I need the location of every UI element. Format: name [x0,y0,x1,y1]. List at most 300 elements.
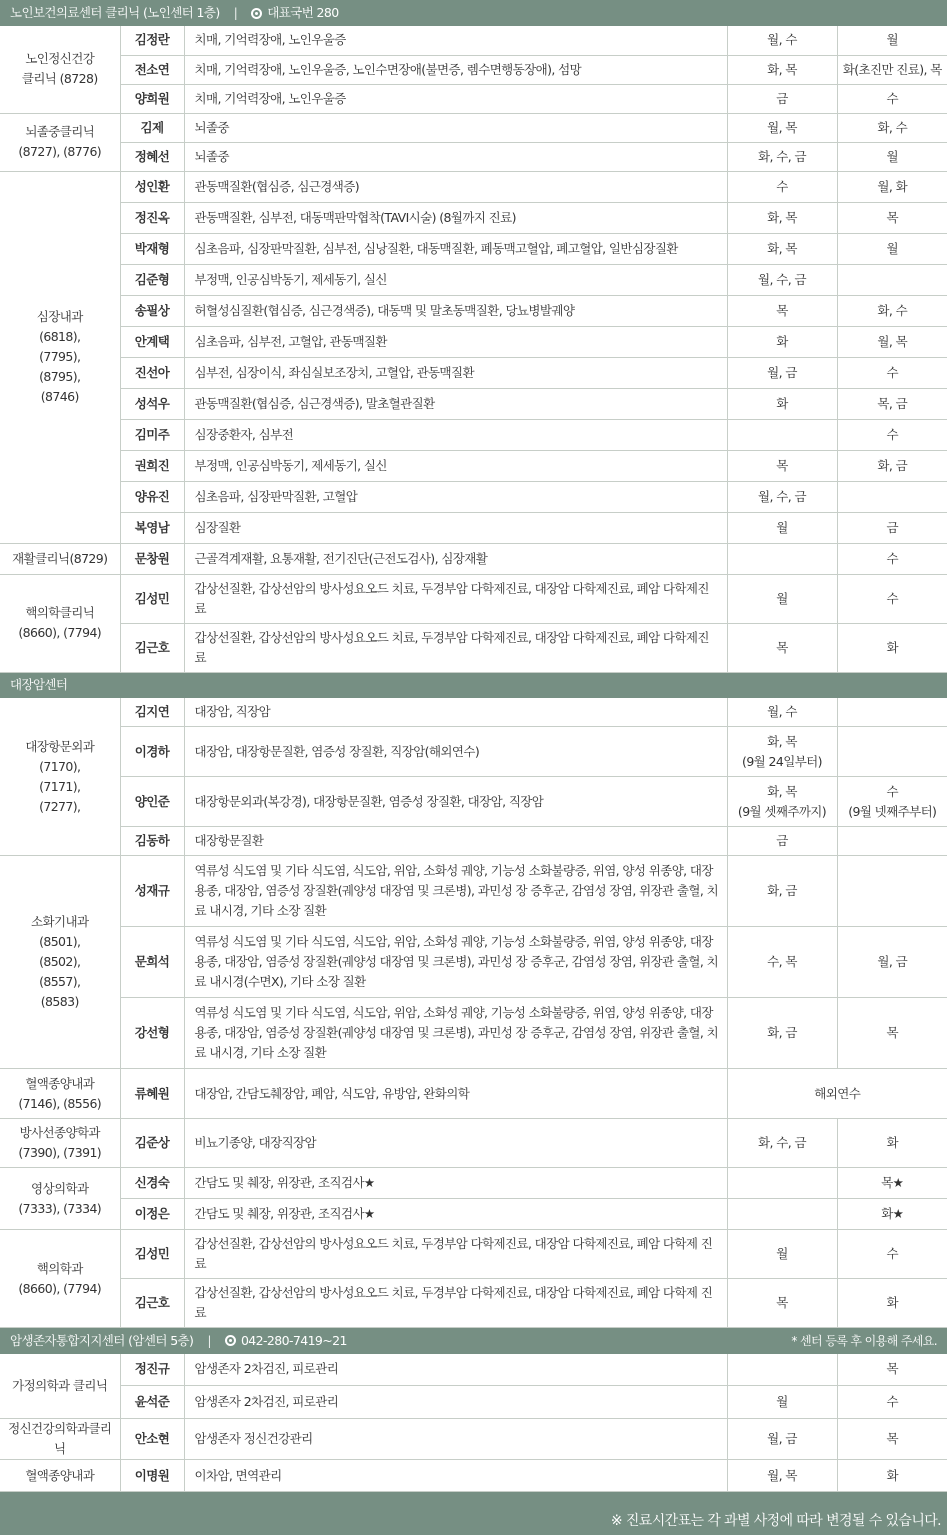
doctor-name: 이명원 [120,1460,184,1492]
doctor-row [0,481,947,512]
text-line: 화 [886,639,898,655]
text-line: 월, 목 [767,119,797,135]
doctor-name: 김근호 [120,623,184,672]
doctor-name: 송필상 [120,295,184,326]
department-name: 핵의학과 [36,1260,83,1276]
text-line: 화, 목 [767,61,797,77]
specialty: 대장암, 대장항문질환, 염증성 장질환, 직장암(해외연수) [184,727,727,777]
text-line: 화, 수, 금 [758,1135,806,1150]
specialty: 대장항문외과(복강경), 대장항문질환, 염증성 장질환, 대장암, 직장암 [184,777,727,827]
doctor-name: 성석우 [120,388,184,419]
text-line: 수 [886,364,898,380]
department-cell [0,171,120,543]
text-line: 월, 금 [767,1431,797,1446]
doctor-name: 안계택 [120,326,184,357]
doctor-row [0,113,947,142]
specialty: 심장질환 [184,512,727,543]
text-line: 수 [886,426,898,442]
doctor-name: 정진옥 [120,202,184,233]
specialty: 갑상선질환, 갑상선암의 방사성요오드 치료, 두경부암 다학제진료, 대장암 다학제진료, 폐암 다학제 진료 [184,1279,727,1328]
doctor-row [0,26,947,55]
doctor-name: 성재규 [120,856,184,927]
doctor-row [0,1419,947,1460]
schedule-am [727,450,837,481]
doctor-name: 이경하 [120,727,184,777]
phone-number [251,3,338,23]
department-name: (8502), [39,954,81,969]
doctor-row [0,233,947,264]
doctor-name: 김성민 [120,1230,184,1279]
doctor-row [0,623,947,672]
section-header-bar [10,3,937,23]
text-line: 화, 목 [767,733,797,749]
doctor-name: 권희진 [120,450,184,481]
section-header-cell [0,672,947,698]
schedule-am [727,1230,837,1279]
doctor-row [0,142,947,171]
doctor-row [0,856,947,927]
department-cell [0,1460,120,1492]
text-line: 수 [886,1394,898,1409]
schedule-pm [837,142,947,171]
department-name: (8660), (7794) [18,1280,102,1296]
specialty: 심장중환자, 심부전 [184,419,727,450]
specialty: 치매, 기억력장애, 노인우울증 [184,26,727,55]
doctor-name: 김제 [120,113,184,142]
specialty: 심초음파, 심장판막질환, 고혈압 [184,481,727,512]
department-cell [0,698,120,856]
schedule-am [727,927,837,998]
text-line: 목★ [881,1175,904,1190]
doctor-name: 김미주 [120,419,184,450]
schedule-pm [837,264,947,295]
text-line: 월, 수 [767,704,797,719]
specialty: 갑상선질환, 갑상선암의 방사성요오드 치료, 두경부암 다학제진료, 대장암 다학제진료, 폐암 다학제진료 [184,623,727,672]
doctor-name: 김정란 [120,26,184,55]
schedule-am [727,326,837,357]
doctor-row [0,827,947,856]
schedule-am [727,1460,837,1492]
department-name: (6818), [39,329,81,344]
text-line: 화, 금 [767,1025,797,1040]
schedule-merged: 해외연수 [727,1069,947,1119]
text-line: 월, 금 [767,364,797,380]
doctor-name: 강선형 [120,998,184,1069]
text-line: 목, 금 [877,395,908,411]
phone-icon [251,8,262,19]
schedule-pm [837,1168,947,1199]
schedule-am [727,388,837,419]
schedule-pm [837,113,947,142]
department-name: 심장내과 [36,309,83,324]
doctor-name: 박재형 [120,233,184,264]
section-note: * 센터 등록 후 이용해 주세요. [791,1333,938,1348]
schedule-am [727,1119,837,1168]
schedule-am [727,574,837,623]
text-line: (9월 셋째주까지) [737,803,827,819]
text-line: 월 [776,590,788,606]
section-header-bar [10,675,937,695]
schedule-pm [837,623,947,672]
schedule-am [727,1419,837,1460]
section-header [0,672,947,698]
specialty: 역류성 식도염 및 기타 식도염, 식도암, 위암, 소화성 궤양, 기능성 소화불량증, 위염, 양성 위종양, 대장 용종, 대장암, 염증성 장질환(궤양성 대장염 및 크론병), 과민성 장 증후군, 감염성 장염, 위장관 출혈, 치료 내시경, 기타 소장 질환 [184,998,727,1069]
specialty: 간담도 및 췌장, 위장관, 조직검사★ [184,1168,727,1199]
department-cell [0,1419,120,1460]
text-line: 월, 수 [767,32,797,48]
doctor-name: 김준형 [120,264,184,295]
text-line: 화, 수 [877,302,908,318]
doctor-row [0,1354,947,1386]
text-line: 화 [886,1467,898,1483]
department-name: 방사선종양학과 [19,1125,100,1140]
separator: | [207,1332,211,1348]
schedule-pm [837,777,947,827]
doctor-name: 김근호 [120,1279,184,1328]
department-name: (7795), [39,349,81,364]
text-line: 금 [776,833,788,848]
schedule-pm [837,84,947,113]
schedule-am [727,998,837,1069]
phone-number [225,1331,347,1351]
text-line: 화, 목 [767,240,797,256]
schedule-am [727,26,837,55]
specialty: 뇌졸중 [184,142,727,171]
schedule-pm [837,827,947,856]
department-name: 대장항문외과 [25,738,95,754]
doctor-row [0,84,947,113]
department-name: (7170), [39,758,81,774]
doctor-row [0,574,947,623]
specialty: 대장암, 간담도췌장암, 폐암, 식도암, 유방암, 완화의학 [184,1069,727,1119]
specialty: 관동맥질환(협심증, 심근경색증) [184,171,727,202]
section-title: 암생존자통합지지센터 (암센터 5층) [10,1332,194,1348]
department-cell [0,113,120,171]
specialty: 이차암, 면역관리 [184,1460,727,1492]
doctor-name: 전소연 [120,55,184,84]
specialty: 역류성 식도염 및 기타 식도염, 식도암, 위암, 소화성 궤양, 기능성 소화불량증, 위염, 양성 위종양, 대장 용종, 대장암, 염증성 장질환(궤양성 대장염 및 크론병), 과민성 장 증후군, 감염성 장염, 위장관 출혈, 치료 내시경(수면X), 기타 소장 질환 [184,927,727,998]
schedule-am [727,264,837,295]
doctor-row [0,1386,947,1419]
text-line: 수 [886,590,898,606]
doctor-name: 김준상 [120,1119,184,1168]
department-name: (8795), [39,369,81,384]
department-name: (8501), [39,934,81,949]
text-line: 목 [886,1361,898,1377]
schedule-am [727,1168,837,1199]
department-name: 정신건강의학과클리닉 [8,1421,112,1456]
department-cell [0,1230,120,1328]
section-header [0,1328,947,1354]
department-cell [0,1168,120,1230]
specialty: 심초음파, 심부전, 고혈압, 관동맥질환 [184,326,727,357]
schedule-pm [837,26,947,55]
specialty: 뇌졸중 [184,113,727,142]
doctor-row [0,998,947,1069]
text-line: 목 [886,209,898,225]
schedule-am [727,856,837,927]
schedule-pm [837,1199,947,1230]
text-line: 월 [776,519,788,535]
doctor-row [0,512,947,543]
department-name: (8746) [40,389,79,404]
department-name: 핵의학클리닉 [25,605,95,620]
department-cell [0,1119,120,1168]
specialty: 부정맥, 인공심박동기, 제세동기, 실신 [184,264,727,295]
department-name: 영상의학과 [31,1180,89,1196]
text-line: 수 [886,1246,898,1261]
schedule-pm [837,1119,947,1168]
text-line: 화, 금 [767,883,797,898]
specialty: 갑상선질환, 갑상선암의 방사성요오드 치료, 두경부암 다학제진료, 대장암 다학제진료, 폐암 다학제 진료 [184,1230,727,1279]
schedule-am [727,727,837,777]
schedule-am [727,481,837,512]
doctor-row [0,357,947,388]
text-line: 화(초진만 진료), 목 [842,61,942,77]
text-line: 목 [776,639,788,655]
specialty: 심초음파, 심장판막질환, 심부전, 심낭질환, 대동맥질환, 폐동맥고혈압, 폐고혈압, 일반심장질환 [184,233,727,264]
doctor-name: 진선아 [120,357,184,388]
doctor-name: 신경숙 [120,1168,184,1199]
department-name: 소화기내과 [31,914,89,929]
section-title: 노인보건의료센터 클리닉 (노인센터 1층) [10,5,220,20]
doctor-row [0,543,947,574]
specialty: 치매, 기억력장애, 노인우울증 [184,84,727,113]
department-name: (8583) [40,994,79,1009]
text-line: 월, 목 [767,1467,797,1483]
text-line: 수, 목 [767,954,797,969]
doctor-name: 복영남 [120,512,184,543]
text-line: 화, 목 [767,783,797,799]
doctor-row [0,419,947,450]
text-line: 월, 수, 금 [758,271,806,287]
separator: | [233,5,238,20]
schedule-am [727,84,837,113]
text-line: 화★ [881,1206,904,1221]
schedule-am [727,233,837,264]
schedule-pm [837,927,947,998]
text-line: 월, 수, 금 [758,488,806,504]
schedule-pm [837,326,947,357]
schedule-pm [837,1230,947,1279]
doctor-row [0,326,947,357]
text-line: 목 [776,302,788,318]
specialty: 암생존자 2차검진, 피로관리 [184,1386,727,1419]
specialty: 간담도 및 췌장, 위장관, 조직검사★ [184,1199,727,1230]
schedule-am [727,55,837,84]
schedule-pm [837,512,947,543]
specialty: 갑상선질환, 갑상선암의 방사성요오드 치료, 두경부암 다학제진료, 대장암 다학제진료, 폐암 다학제진료 [184,574,727,623]
doctor-row [0,450,947,481]
doctor-row [0,55,947,84]
department-cell [0,26,120,113]
doctor-name: 양인준 [120,777,184,827]
department-name: 노인정신건강 [25,51,95,67]
schedule-pm [837,1386,947,1419]
phone-text: 대표국번 280 [267,5,339,20]
specialty: 허혈성심질환(협심증, 심근경색증), 대동맥 및 말초동맥질환, 당뇨병발궤양 [184,295,727,326]
text-line: 화, 목 [767,209,797,225]
schedule-am [727,1354,837,1386]
schedule-pm [837,233,947,264]
department-name: (7390), (7391) [18,1145,102,1160]
schedule-pm [837,543,947,574]
doctor-row [0,1279,947,1328]
department-name: (8557), [39,974,81,989]
schedule-pm [837,1460,947,1492]
doctor-row [0,1069,947,1119]
schedule-pm [837,55,947,84]
doctor-name: 김성민 [120,574,184,623]
doctor-row [0,388,947,419]
schedule-am [727,827,837,856]
specialty: 암생존자 2차검진, 피로관리 [184,1354,727,1386]
department-name: 뇌졸중클리닉 [25,124,95,139]
schedule-pm [837,727,947,777]
doctor-name: 문희석 [120,927,184,998]
text-line: (9월 24일부터) [742,753,822,769]
text-line: 월 [886,32,898,48]
doctor-row [0,1119,947,1168]
schedule-am [727,113,837,142]
department-name: 가정의학과 클리닉 [12,1377,108,1393]
department-name: (7333), (7334) [18,1200,102,1216]
specialty: 대장항문질환 [184,827,727,856]
doctor-row [0,927,947,998]
schedule-am [727,512,837,543]
department-cell [0,543,120,574]
text-line: 화 [776,333,788,349]
schedule-am [727,1279,837,1328]
schedule-am [727,202,837,233]
phone-icon [225,1335,236,1346]
doctor-row [0,777,947,827]
schedule-pm [837,357,947,388]
text-line: 화 [886,1135,898,1150]
department-name: 재활클리닉(8729) [12,550,108,566]
doctor-row [0,295,947,326]
doctor-name: 안소현 [120,1419,184,1460]
text-line: 목 [886,1431,898,1446]
department-name: (7146), (8556) [18,1095,102,1111]
footer-note: ※ 진료시간표는 각 과별 사정에 따라 변경될 수 있습니다. [0,1492,947,1535]
schedule-pm [837,450,947,481]
specialty: 근골격계재활, 요통재활, 전기진단(근전도검사), 심장재활 [184,543,727,574]
text-line: 목 [886,1025,898,1040]
schedule-pm [837,202,947,233]
schedule-am [727,142,837,171]
specialty: 관동맥질환(협심증, 심근경색증), 말초혈관질환 [184,388,727,419]
text-line: 월 [776,1394,788,1409]
schedule-pm [837,1279,947,1328]
text-line: 월 [886,240,898,256]
doctor-name: 김지연 [120,698,184,727]
specialty: 치매, 기억력장애, 노인우울증, 노인수면장애(불면증, 렘수면행동장애), 섬망 [184,55,727,84]
schedule-am [727,171,837,202]
specialty: 대장암, 직장암 [184,698,727,727]
department-name: (7171), [39,778,81,794]
schedule-pm [837,574,947,623]
schedule-pm [837,698,947,727]
text-line: 수 [776,178,788,194]
text-line: 월 [886,148,898,164]
text-line: 수 [886,90,898,106]
doctor-row [0,698,947,727]
schedule-am [727,1386,837,1419]
doctor-name: 정혜선 [120,142,184,171]
specialty: 역류성 식도염 및 기타 식도염, 식도암, 위암, 소화성 궤양, 기능성 소화불량증, 위염, 양성 위종양, 대장 용종, 대장암, 염증성 장질환(궤양성 대장염 및 크론병), 과민성 장 증후군, 감염성 장염, 위장관 출혈, 치료 내시경, 기타 소장 질환 [184,856,727,927]
text-line: 화 [886,1295,898,1310]
text-line: 월, 화 [877,178,908,194]
doctor-row [0,1199,947,1230]
schedule-pm [837,998,947,1069]
doctor-name: 양희원 [120,84,184,113]
schedule-pm [837,1354,947,1386]
text-line: 수 [886,783,898,799]
specialty: 심부전, 심장이식, 좌심실보조장치, 고혈압, 관동맥질환 [184,357,727,388]
doctor-name: 류혜원 [120,1069,184,1119]
text-line: 월, 금 [877,954,908,969]
schedule-pm [837,856,947,927]
section-header-bar [10,1331,937,1351]
schedule-pm [837,419,947,450]
schedule-am [727,777,837,827]
text-line: 금 [886,519,898,535]
text-line: 목 [776,1295,788,1310]
schedule-am [727,295,837,326]
text-line: 화, 수, 금 [758,148,806,164]
schedule-pm [837,1419,947,1460]
doctor-name: 성인환 [120,171,184,202]
department-cell [0,1354,120,1419]
doctor-row [0,727,947,777]
text-line: 화, 금 [877,457,908,473]
department-name: (8660), (7794) [18,625,102,640]
doctor-row [0,1168,947,1199]
department-name: 혈액종양내과 [25,1467,95,1483]
schedule-am [727,543,837,574]
doctor-row [0,202,947,233]
doctor-name: 문창원 [120,543,184,574]
text-line: 목 [776,457,788,473]
schedule-pm [837,295,947,326]
text-line: (9월 넷째주부터) [848,803,937,819]
specialty: 관동맥질환, 심부전, 대동맥판막협착(TAVI시술) (8월까지 진료) [184,202,727,233]
text-line: 월, 목 [877,333,908,349]
department-name: 클리닉 (8728) [21,71,98,87]
department-cell [0,574,120,672]
department-name: (7277), [39,798,81,814]
schedule-am [727,357,837,388]
section-header-cell [0,0,947,26]
doctor-name: 정진규 [120,1354,184,1386]
schedule-am [727,1199,837,1230]
doctor-name: 김동하 [120,827,184,856]
doctor-row [0,1460,947,1492]
department-cell [0,1069,120,1119]
schedule-am [727,623,837,672]
doctor-row [0,171,947,202]
text-line: 수 [886,550,898,566]
phone-text: 042-280-7419~21 [240,1332,347,1348]
text-line: 월 [776,1246,788,1261]
doctor-row [0,264,947,295]
department-name: (8727), (8776) [18,144,102,159]
specialty: 비뇨기종양, 대장직장암 [184,1119,727,1168]
specialty: 부정맥, 인공심박동기, 제세동기, 실신 [184,450,727,481]
section-title: 대장암센터 [10,677,68,693]
doctor-name: 양유진 [120,481,184,512]
